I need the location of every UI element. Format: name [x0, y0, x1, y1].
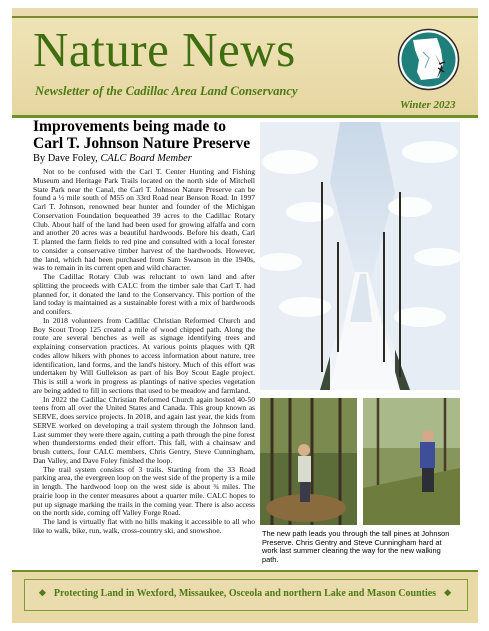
- article-paragraph: The trail system consists of 3 trails. Starting from the 33 Road parking area, the evergreen loop on the west side of the property is a mile in length. The hardwood loop on the west side is about ¾ miles. The prairie loop in the center measures about a quarter mile. CALC hopes to put up signage marking the trails in the coming year. There is also access on the north side, coming off Valley Forge Road.: [33, 464, 255, 518]
- article-paragraph: In 2018 volunteers from Cadillac Christian Reformed Church and Boy Scout Troop 125 created a mile of wood chipped path. Along the route are several benches as well as signage identifying trees and explaining conservation practices. At various points plaques with QR codes allow hikers with phones to access information about nature, tree identification, land forms, and the land's history. Much of this effort was undertaken by Will Gullekson as part of his Boy Scout Eagle project. This is still a work in progress as plantings of native species vegetation are being added to fill in sections that used to be meadow and farmland.: [33, 315, 255, 395]
- ornament-icon: ❖: [443, 588, 452, 598]
- newsletter-title: Nature News: [33, 22, 296, 77]
- issue-label: Winter 2023: [400, 99, 456, 111]
- conservancy-logo: [397, 28, 460, 91]
- article-paragraph: The Cadillac Rotary Club was reluctant to own land and after splitting the proceeds with CALC from the timber sale that Carl T. had planned for, it donated the land to the Conservancy. This portion of the land today is maintained as a sustainable forest with a mix of hardwoods and conifers.: [33, 272, 255, 316]
- feature-article: [33, 118, 255, 536]
- headline-line-1: Improvements being made to: [33, 118, 227, 135]
- footer-tagline: [24, 588, 466, 599]
- article-paragraph: Not to be confused with the Carl T. Center Hunting and Fishing Museum and Heritage Park Trails located on the north side of Mitchell State Park near the Canal, the Carl T. Johnson Nature Preserve can be found a ½ mile south of M55 on 33rd Road near Benson Road. In 1997 Carl T. Johnson, renowned bear hunter and founder of the Michigan Conservation Foundation bequeathed 39 acres to the Cadillac Rotary Club. About half of the land had been used for growing alfalfa and corn and another 20 acres was a beautiful hardwoods. Before his death, Carl T. planted the farm fields to red pine and consulted with a local forester to consider a conservative timber harvest of the hardwoods. However, the land, which had been purchased from Sam Swanson in the 1940s, was to remain in its current open and wild character.: [33, 167, 255, 273]
- article-body: [33, 168, 255, 536]
- article-byline: [33, 153, 255, 165]
- volunteers-photo-pair: [260, 398, 460, 525]
- article-paragraph: In 2022 the Cadillac Christian Reformed Church again hosted 40-50 teens from all over the United States and Canada. This group known as SERVE, does service projects. In 2018, and again last year, the kids from SERVE worked on developing a trail system through the Johnson land. Last summer they were there again, cutting a path through the pine forest when thunderstorms ended their effort. This fall, with a chainsaw and brush cutters, four CALC members, Chris Gentry, Steve Cunningham, Dan Valley, and Dave Foley finished the loop.: [33, 394, 255, 465]
- byline-role: CALC Board Member: [100, 153, 192, 164]
- newsletter-subtitle: Newsletter of the Cadillac Area Land Conservancy: [35, 84, 298, 98]
- snowy-trail-photo: [260, 122, 460, 390]
- byline-author: By Dave Foley,: [33, 153, 101, 164]
- footer-tagline-text: Protecting Land in Wexford, Missaukee, Osceola and northern Lake and Mason Counties: [53, 588, 437, 599]
- article-headline: [33, 118, 255, 152]
- ornament-icon: ❖: [38, 588, 47, 598]
- article-paragraph: The land is virtually flat with no hills making it accessible to all who like to walk, bike, run, walk, cross-country ski, and snowshoe.: [33, 517, 255, 535]
- photo-caption: The new path leads you through the tall pines at Johnson Preserve. Chris Gentry and Steve Cunningham hard at work last summer clearing the way for the new walking path.: [262, 529, 450, 565]
- headline-line-2: Carl T. Johnson Nature Preserve: [33, 135, 251, 152]
